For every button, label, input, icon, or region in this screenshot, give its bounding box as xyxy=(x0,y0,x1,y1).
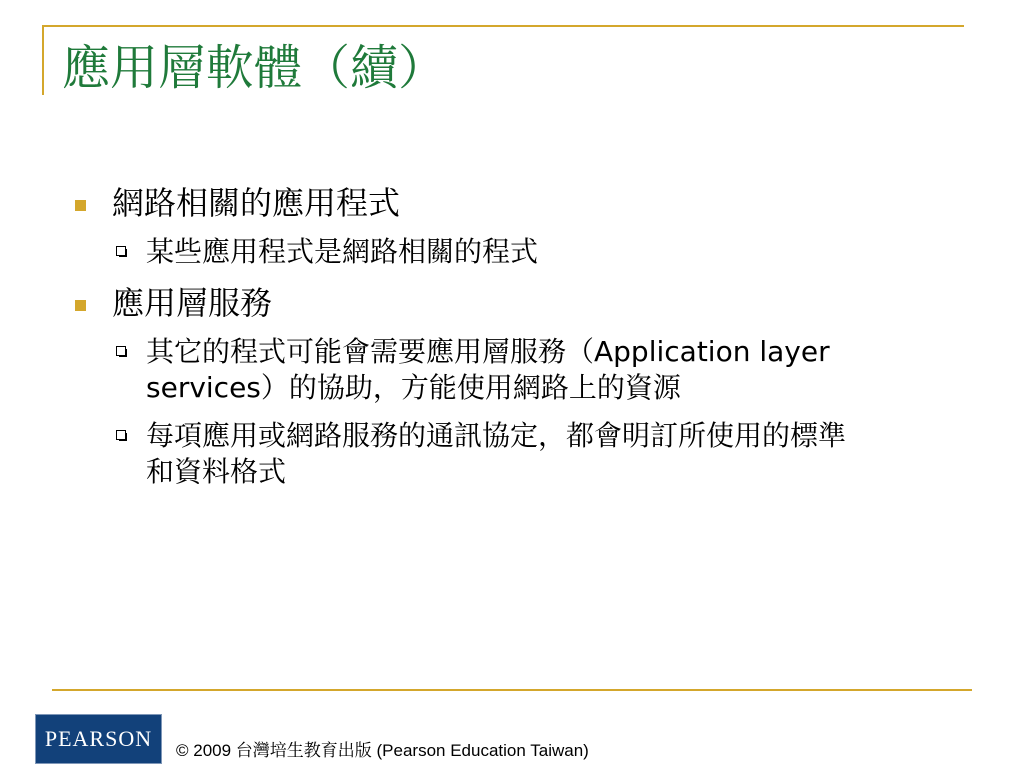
title-rule-top xyxy=(42,25,964,27)
logo-text: PEARSON xyxy=(44,726,153,751)
bullet-text: 某些應用程式是網路相關的程式 xyxy=(146,235,539,268)
slide-title: 應用層軟體（續） xyxy=(62,40,447,96)
bullet-level1-1 xyxy=(72,182,972,224)
slide-content xyxy=(72,182,972,502)
bullet-level2-1-1 xyxy=(72,234,866,270)
shadowed-box-bullet-icon xyxy=(116,246,126,256)
bullet-level2-2-2 xyxy=(72,418,866,490)
shadowed-box-bullet-icon xyxy=(116,346,126,356)
title-rule-left xyxy=(42,25,44,95)
bullet-text: 每項應用或網路服務的通訊協定，都會明訂所使用的標準和資料格式 xyxy=(146,419,847,488)
bullet-text: 其它的程式可能會需要應用層服務（Application layer services）的協助，方能使用網路上的資源 xyxy=(146,335,830,404)
bullet-text: 網路相關的應用程式 xyxy=(112,184,401,222)
shadowed-box-bullet-icon xyxy=(116,430,126,440)
footer-rule xyxy=(52,689,972,691)
copyright-footer: © 2009 台灣培生教育出版 (Pearson Education Taiwan) xyxy=(176,741,589,760)
square-bullet-icon xyxy=(75,300,86,311)
bullet-level1-2 xyxy=(72,282,972,324)
square-bullet-icon xyxy=(75,200,86,211)
pearson-logo xyxy=(35,714,162,764)
bullet-level2-2-1 xyxy=(72,334,866,406)
bullet-text: 應用層服務 xyxy=(112,284,273,322)
